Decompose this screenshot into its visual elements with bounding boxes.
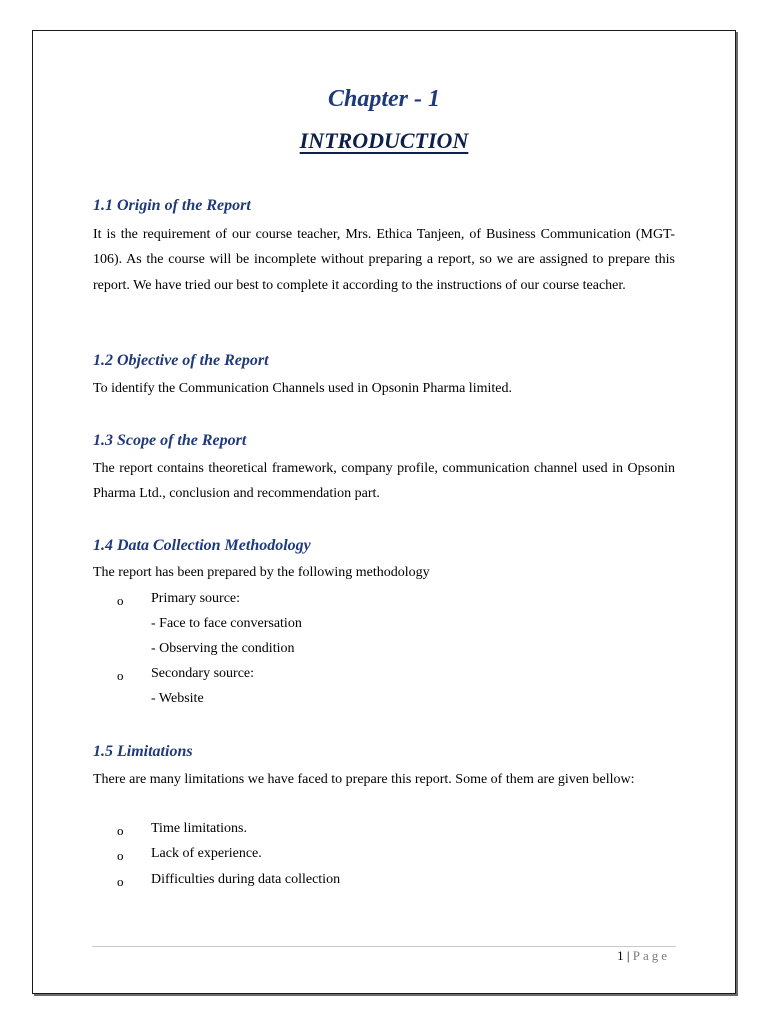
page-footer: [617, 948, 670, 964]
page-border: [32, 30, 736, 994]
methodology-intro: The report has been prepared by the following methodology: [93, 565, 430, 580]
section-paragraph-objective: To identify the Communication Channels used in Opsonin Pharma limited.: [93, 381, 512, 396]
limitation-item: Difficulties during data collection: [151, 872, 341, 887]
section-heading-origin: 1.1 Origin of the Report: [93, 197, 251, 214]
chapter-title: Chapter - 1: [327, 86, 440, 112]
primary-source-item: - Observing the condition: [151, 641, 295, 656]
page-title: [0, 128, 768, 154]
primary-source-label: Primary source:: [151, 591, 241, 606]
page-label: Page: [632, 948, 670, 963]
section-heading-objective: 1.2 Objective of the Report: [93, 352, 269, 369]
page-number: 1: [617, 948, 624, 963]
section-heading-scope: 1.3 Scope of the Report: [93, 432, 247, 449]
limitation-item: Lack of experience.: [151, 846, 262, 861]
page-title-text: INTRODUCTION: [299, 128, 469, 153]
footer-separator: |: [626, 948, 630, 963]
section-heading-limitations: 1.5 Limitations: [93, 743, 193, 760]
section-heading-methodology: 1.4 Data Collection Methodology: [93, 537, 311, 554]
section-paragraph-limitations: There are many limitations we have faced to prepare this report. Some of them are given bellow:: [93, 772, 635, 787]
bullet-marker: o: [117, 668, 124, 683]
limitation-item: Time limitations.: [151, 821, 247, 836]
bullet-marker: o: [117, 823, 124, 838]
footer-divider: [92, 946, 676, 947]
section-paragraph-origin: It is the requirement of our course teacher, Mrs. Ethica Tanjeen, of Business Communication (MGT-106). As the course will be incomplete without preparing a report, so we are assigned to prepare this report. We have tried our best to complete it according to the instructions of our course teacher.: [93, 227, 675, 293]
bullet-marker: o: [117, 848, 124, 863]
primary-source-item: - Face to face conversation: [151, 616, 302, 631]
bullet-marker: o: [117, 874, 124, 889]
secondary-source-label: Secondary source:: [151, 666, 255, 681]
section-paragraph-scope: The report contains theoretical framework, company profile, communication channel used in Opsonin Pharma Ltd., conclusion and recommendation part.: [93, 461, 675, 502]
secondary-source-item: - Website: [151, 691, 204, 706]
bullet-marker: o: [117, 593, 124, 608]
